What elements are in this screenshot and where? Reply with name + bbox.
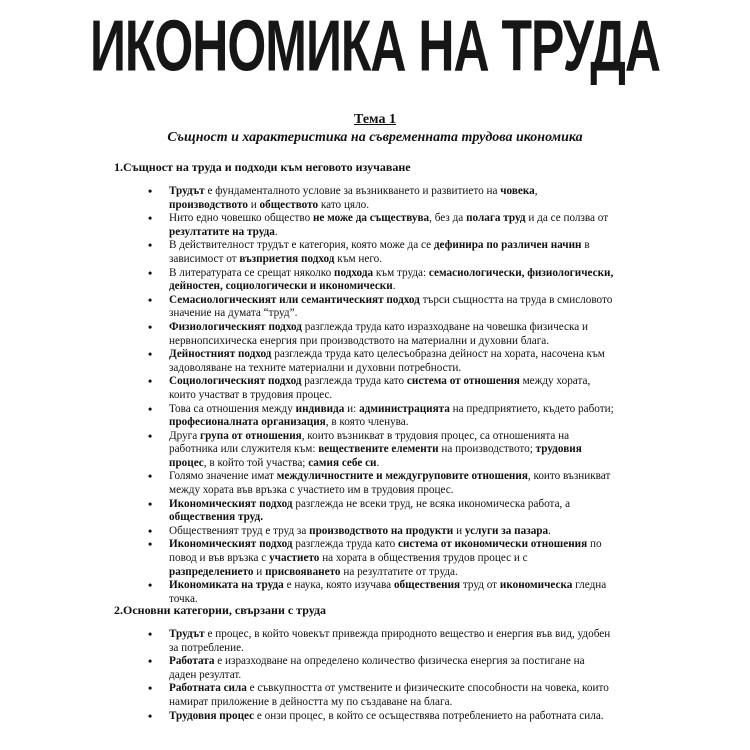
document-title: ИКОНОМИКА НА ТРУДА: [89, 5, 661, 87]
bold-term: самия себе си: [308, 456, 377, 469]
text-run: в зависимост от: [169, 239, 590, 265]
text-run: В литературата се срещат няколко: [169, 266, 334, 279]
text-run: е процес, в който човекът привежда природното вещество и енергия във вид, удобен за потребление.: [169, 628, 611, 654]
bold-term: професионалната организация: [169, 416, 326, 429]
text-run: и:: [344, 402, 360, 415]
bullet-item: [0, 348, 614, 375]
bold-term: Икономическият подход: [169, 538, 293, 551]
bullet-item: [0, 655, 614, 682]
text-run: на хората в обществения трудов процес и с: [319, 552, 528, 565]
text-run: между хората, които участват в трудовия процес.: [169, 375, 591, 401]
bullet-item: [0, 403, 614, 430]
bold-term: Икономиката на труда: [169, 579, 284, 592]
text-run: е съвкупността от умствените и физическите способности на човека, които намират приложение в дейността му по създаване на блага.: [169, 682, 609, 708]
bold-term: услуги за пазара: [464, 524, 549, 537]
text-run: труд от: [460, 579, 500, 592]
text-run: , които възникват в трудовия процес, са отношенията на работника или служителя към:: [169, 429, 570, 456]
text-run: Друга: [169, 429, 201, 442]
bold-term: система от икономически отношения: [398, 538, 588, 551]
text-run: , в която членува.: [325, 416, 409, 429]
bold-term: Физиологическият подход: [169, 320, 302, 333]
bullet-item: [0, 430, 614, 471]
text-run: на предприятието, където работи;: [449, 402, 614, 415]
bold-term: трудовия процес: [169, 443, 582, 469]
bold-term: Трудът: [169, 628, 205, 640]
text-run: Голямо значение имат: [169, 470, 277, 483]
bold-term: човека: [500, 185, 535, 197]
bullet-item: [0, 239, 614, 266]
bullet-item: [0, 375, 614, 402]
bold-term: група от отношения: [200, 429, 302, 442]
bold-term: възприетия подход: [239, 252, 335, 265]
text-run: и да се ползва от: [525, 212, 609, 225]
text-run: .: [548, 524, 551, 537]
bold-term: не може да съществува: [312, 212, 430, 225]
bold-term: Семасиологическият или семантическият подход: [169, 293, 420, 306]
bold-term: Работата: [169, 655, 215, 668]
bold-term: полага труд: [466, 212, 526, 225]
bold-term: Работната сила: [169, 682, 247, 695]
bullet-item: [0, 470, 614, 497]
bullet-item: [0, 321, 614, 348]
bullet-item: [0, 628, 614, 655]
bold-term: Дейностният подход: [169, 348, 272, 361]
text-run: Това са отношения между: [169, 402, 296, 415]
bold-term: Трудът: [169, 185, 205, 197]
bold-term: Икономическият подход: [169, 497, 293, 510]
text-run: .: [392, 280, 396, 293]
bold-term: дефинира по различен начин: [433, 239, 582, 252]
text-run: В действителност трудът е категория, която може да се: [169, 239, 434, 252]
bold-term: междуличностните и междугруповите отношения: [276, 470, 528, 483]
bold-term: Социологическият подход: [169, 375, 302, 388]
theme-number: Тема 1: [354, 112, 396, 127]
section-heading-1: 1.Същност на труда и подходи към неговото изучаване: [114, 160, 411, 174]
text-run: , които възникват между хората във връзка с участието им в трудовия процес.: [169, 470, 611, 497]
text-run: ,: [534, 185, 538, 197]
bold-term: индивида: [295, 402, 345, 415]
bold-term: семасиологически, физиологически, дейностен, социологически и икономически: [169, 266, 614, 293]
text-run: е фундаменталното условие за възникването и развитието на: [204, 185, 501, 197]
text-run: разглежда не всеки труд, не всяка икономическа работа, а: [292, 497, 571, 510]
text-run: .: [376, 456, 380, 469]
bold-term: обществото: [259, 198, 319, 211]
text-run: и: [253, 565, 266, 578]
bullet-item: [0, 525, 614, 539]
text-run: , в който той участва;: [203, 456, 309, 469]
text-run: разглежда труда като: [292, 538, 398, 551]
bold-term: веществените елементи: [318, 443, 439, 456]
text-run: .: [274, 225, 278, 238]
text-run: е наука, която изучава: [283, 579, 394, 592]
text-run: на производството;: [438, 443, 536, 456]
text-run: като цяло.: [318, 198, 370, 211]
bullet-item: [0, 538, 614, 579]
text-run: Нито едно човешко общество: [169, 212, 313, 225]
bold-term: резултатите на труда: [169, 225, 275, 238]
text-run: е онзи процес, в който се осъществява потреблението на работната сила.: [254, 709, 604, 722]
bullet-item: [0, 682, 614, 709]
bullet-item: [0, 294, 614, 321]
section-heading-2: 2.Основни категории, свързани с труда: [114, 603, 327, 617]
bold-term: обществения труд.: [169, 511, 263, 524]
bullet-item: [0, 710, 614, 724]
bold-term: администрацията: [359, 402, 450, 415]
text-run: Общественият труд е труд за: [169, 524, 310, 537]
bold-term: производството: [169, 198, 248, 211]
bullet-item: [0, 267, 614, 294]
bullet-item: [0, 498, 614, 525]
bold-term: участието: [269, 552, 320, 565]
bold-term: Трудовия процес: [169, 709, 255, 722]
bold-term: разпределението: [169, 565, 254, 578]
theme-subtitle: Същност и характеристика на съвременната трудова икономика: [167, 130, 583, 145]
text-run: гледна точка.: [169, 579, 607, 605]
bold-term: производството на продукти: [309, 524, 454, 537]
text-run: търси същността на труда в смисловото значение на думата “труд”.: [169, 293, 613, 320]
bold-term: обществения: [393, 579, 461, 592]
section-2-bullet-list: [0, 628, 614, 723]
text-run: по повод и във връзка с: [169, 538, 602, 565]
bullet-item: [0, 185, 614, 212]
bold-term: икономическа: [499, 579, 573, 592]
text-run: към него.: [334, 252, 383, 265]
text-run: е изразходване на определено количество физическа енергия за постигане на даден резултат.: [169, 655, 585, 681]
text-run: разглежда труда като изразходване на човешка физическа и нервнопсихическа енергия при производството на материални и духовни блага.: [169, 320, 589, 347]
text-run: разглежда труда като целесъобразна дейност на хората, насочена към задоволяване на техните материални и духовни потребности.: [169, 348, 605, 374]
text-run: на резултатите от труда.: [340, 565, 458, 578]
bullet-item: [0, 212, 614, 239]
text-run: и: [247, 198, 260, 211]
text-run: и: [453, 524, 465, 537]
bold-term: подхода: [334, 266, 374, 279]
text-run: към труда:: [373, 266, 429, 279]
bold-term: система от отношения: [406, 375, 520, 388]
bold-term: присвояването: [265, 565, 341, 578]
text-run: разглежда труда като: [301, 375, 407, 388]
section-1-bullet-list: [0, 185, 614, 606]
text-run: , без да: [429, 212, 467, 225]
